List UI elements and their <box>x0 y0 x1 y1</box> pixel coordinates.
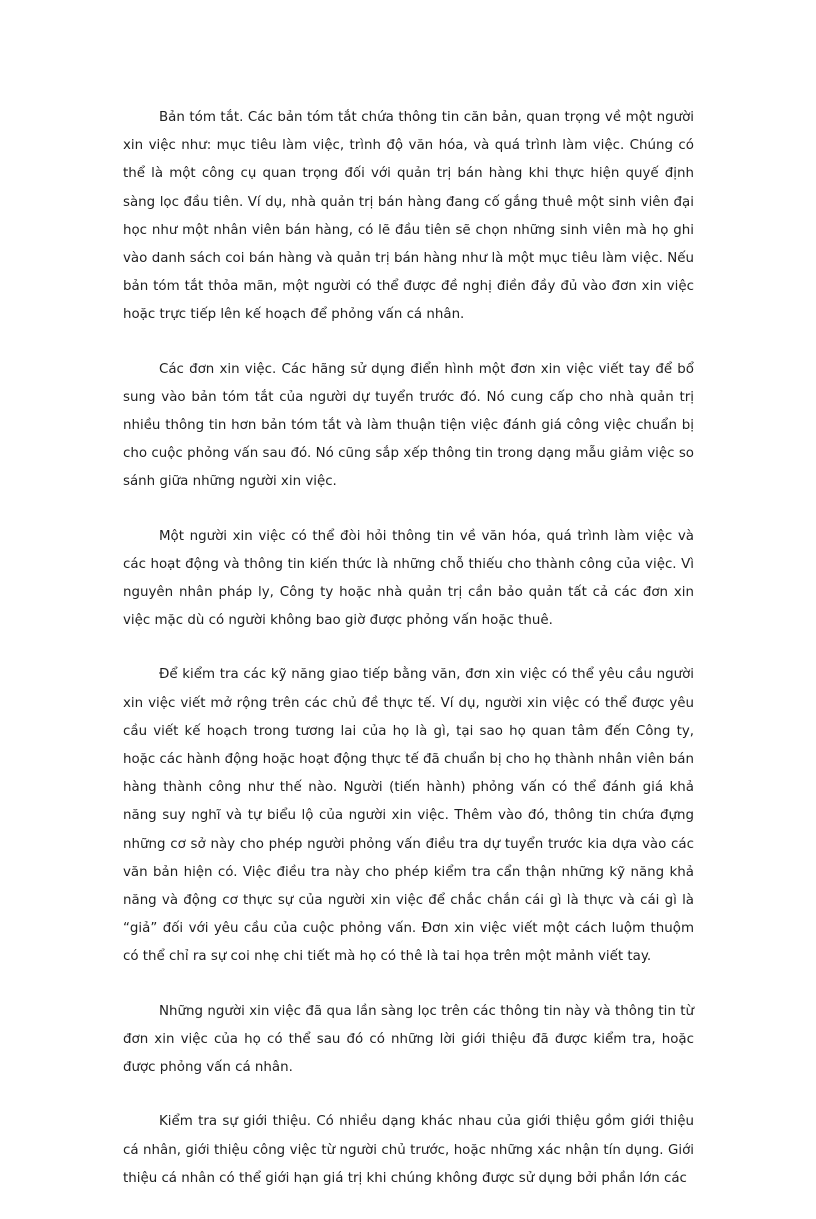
paragraph-application-forms: Các đơn xin việc. Các hãng sử dụng điển hình một đơn xin việc viết tay để bổ sung vào bản tóm tắt của người dự tuyển trước đó. Nó cung cấp cho nhà quản trị nhiều thông tin hơn bản tóm tắt và làm thuận tiện việc đánh giá công việc chuẩn bị cho cuộc phỏng vấn sau đó. Nó cũng sắp xếp thông tin trong dạng mẫu giảm việc so sánh giữa những người xin việc. <box>123 361 694 490</box>
document-page <box>123 104 694 1219</box>
paragraph-writing-skills: Để kiểm tra các kỹ năng giao tiếp bằng văn, đơn xin việc có thể yêu cầu người xin việc viết mở rộng trên các chủ đề thực tế. Ví dụ, người xin việc có thể được yêu cầu viết kế hoạch trong tương lai của họ là gì, tại sao họ quan tâm đến Công ty, hoặc các hành động hoặc hoạt động thực tế đã chuẩn bị cho họ thành nhân viên bán hàng thành công như thế nào. Người (tiến hành) phỏng vấn có thể đánh giá khả năng suy nghĩ và tự biểu lộ của người xin việc. Thêm vào đó, thông tin chứa đựng những cơ sở này cho phép người phỏng vấn điều tra dự tuyển trước kia dựa vào các văn bản hiện có. Việc điều tra này cho phép kiểm tra cẩn thận những kỹ năng khả năng và động cơ thực sự của người xin việc để chắc chắn cái gì là thực và cái gì là “giả” đối với yêu cầu của cuộc phỏng vấn. Đơn xin việc viết một cách luộm thuộm có thể chỉ ra sự coi nhẹ chi tiết mà họ có thê là tai họa trên một mảnh viết tay. <box>123 667 694 965</box>
paragraph-applicant-info: Một người xin việc có thể đòi hỏi thông tin về văn hóa, quá trình làm việc và các hoạt động và thông tin kiến thức là những chỗ thiếu cho thành công của việc. Vì nguyên nhân pháp ly, Công ty hoặc nhà quản trị cần bảo quản tất cả các đơn xin việc mặc dù có người không bao giờ được phỏng vấn hoặc thuê. <box>123 528 694 629</box>
paragraph-screening: Những người xin việc đã qua lần sàng lọc trên các thông tin này và thông tin từ đơn xin việc của họ có thể sau đó có những lời giới thiệu đã được kiểm tra, hoặc được phỏng vấn cá nhân. <box>123 1003 694 1076</box>
paragraph-reference-check: Kiểm tra sự giới thiệu. Có nhiều dạng khác nhau của giới thiệu gồm giới thiệu cá nhân, giới thiệu công việc từ người chủ trước, hoặc những xác nhận tín dụng. Giới thiệu cá nhân có thể giới hạn giá trị khi chúng không được sử dụng bởi phần lớn các <box>123 1114 694 1186</box>
paragraph-resume: Bản tóm tắt. Các bản tóm tắt chứa thông tin căn bản, quan trọng về một người xin việc như: mục tiêu làm việc, trình độ văn hóa, và quá trình làm việc. Chúng có thể là một công cụ quan trọng đối với quản trị bán hàng khi thực hiện quyế định sàng lọc đầu tiên. Ví dụ, nhà quản trị bán hàng đang cố gắng thuê một sinh viên đại học như một nhân viên bán hàng, có lẽ đầu tiên sẽ chọn những sinh viên mà họ ghi vào danh sách coi bán hàng và quản trị bán hàng như là một mục tiêu làm việc. Nếu bản tóm tắt thỏa mãn, một người có thể được đề nghị điền đầy đủ vào đơn xin việc hoặc trực tiếp lên kế hoạch để phỏng vấn cá nhân. <box>123 110 694 323</box>
